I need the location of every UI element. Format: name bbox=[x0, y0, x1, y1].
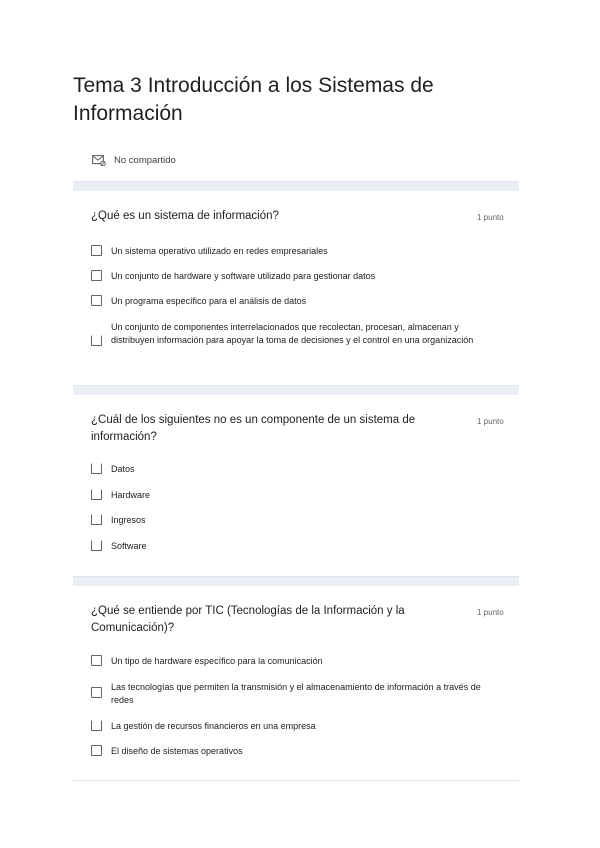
question-1-points: 1 punto bbox=[477, 213, 504, 222]
question-2-option-4[interactable] bbox=[91, 540, 501, 553]
question-3-option-4[interactable] bbox=[91, 745, 501, 758]
checkbox[interactable] bbox=[91, 245, 102, 256]
checkbox[interactable] bbox=[91, 687, 102, 698]
checkbox[interactable] bbox=[91, 335, 102, 346]
option-label: Ingresos bbox=[111, 515, 146, 525]
option-label: Hardware bbox=[111, 490, 151, 500]
option-label: Un programa específico para el análisis de datos bbox=[111, 296, 307, 306]
option-label: Un sistema operativo utilizado en redes empresariales bbox=[111, 246, 328, 256]
question-1-option-1[interactable] bbox=[91, 245, 501, 258]
checkbox[interactable] bbox=[91, 295, 102, 306]
checkbox[interactable] bbox=[91, 514, 102, 525]
option-label: Datos bbox=[111, 464, 135, 474]
share-status bbox=[92, 155, 176, 166]
question-1-option-3[interactable] bbox=[91, 295, 501, 308]
option-label: Un conjunto de hardware y software utilizado para gestionar datos bbox=[111, 271, 376, 281]
checkbox[interactable] bbox=[91, 720, 102, 731]
question-1-option-4[interactable] bbox=[91, 321, 501, 347]
option-label: El diseño de sistemas operativos bbox=[111, 746, 243, 756]
checkbox[interactable] bbox=[91, 745, 102, 756]
section-divider bbox=[73, 181, 519, 191]
mail-icon bbox=[92, 155, 106, 166]
checkbox[interactable] bbox=[91, 489, 102, 500]
section-divider bbox=[73, 576, 519, 586]
question-3-option-3[interactable] bbox=[91, 720, 501, 733]
section-divider bbox=[73, 385, 519, 395]
question-2-points: 1 punto bbox=[477, 417, 504, 426]
checkbox[interactable] bbox=[91, 270, 102, 281]
share-status-label: No compartido bbox=[114, 155, 176, 166]
question-3-points: 1 punto bbox=[477, 608, 504, 617]
checkbox[interactable] bbox=[91, 540, 102, 551]
option-label: Software bbox=[111, 541, 147, 551]
form-title: Tema 3 Introducción a los Sistemas de Información bbox=[73, 74, 434, 125]
option-label: Un conjunto de componentes interrelacionados que recolectan, procesan, almacenan y distribuyen información para apoyar la toma de decisiones y el control en una organización bbox=[111, 322, 474, 345]
question-3-option-2[interactable] bbox=[91, 681, 501, 707]
question-3-option-1[interactable] bbox=[91, 655, 501, 668]
question-1-option-2[interactable] bbox=[91, 270, 501, 283]
card-bottom-border bbox=[73, 780, 519, 781]
question-2-option-2[interactable] bbox=[91, 489, 501, 502]
question-1-text: ¿Qué es un sistema de información? bbox=[91, 210, 279, 222]
question-2-option-1[interactable] bbox=[91, 463, 501, 476]
checkbox[interactable] bbox=[91, 463, 102, 474]
checkbox[interactable] bbox=[91, 655, 102, 666]
option-label: Las tecnologías que permiten la transmisión y el almacenamiento de información a través de redes bbox=[111, 682, 481, 705]
option-label: La gestión de recursos financieros en una empresa bbox=[111, 721, 316, 731]
question-2-option-3[interactable] bbox=[91, 514, 501, 527]
question-3-text: ¿Qué se entiende por TIC (Tecnologías de la Información y la Comunicación)? bbox=[91, 605, 405, 634]
question-2-text: ¿Cuál de los siguientes no es un componente de un sistema de información? bbox=[91, 414, 416, 443]
option-label: Un tipo de hardware específico para la comunicación bbox=[111, 656, 323, 666]
